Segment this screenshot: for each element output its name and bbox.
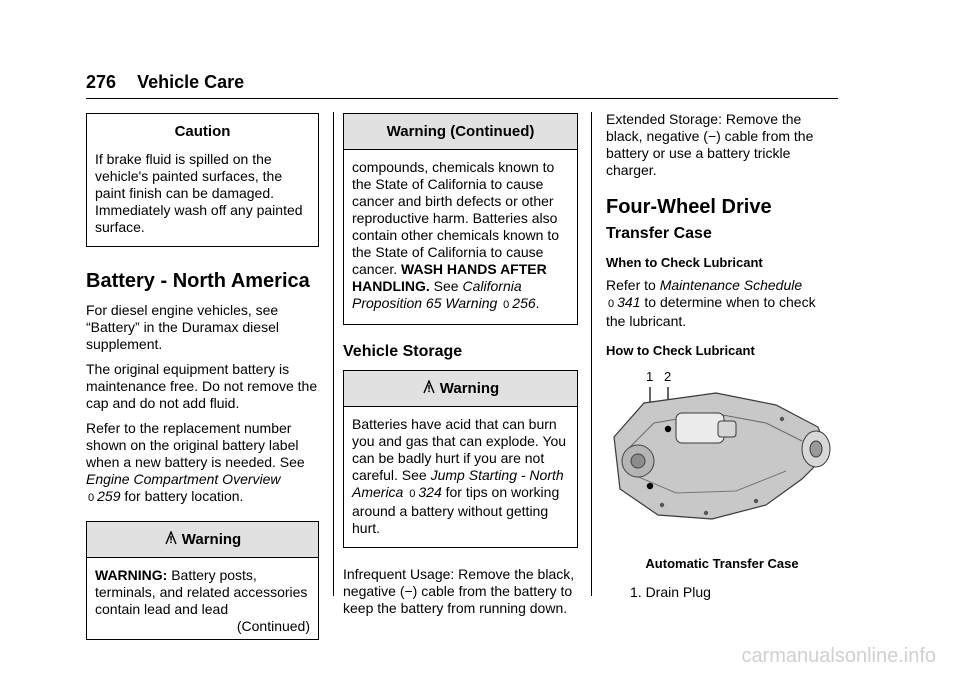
page-ref-icon: 0 — [88, 492, 95, 504]
page-ref[interactable]: 324 — [418, 484, 442, 500]
warning-icon — [164, 531, 178, 545]
list-item-drain-plug: 1. Drain Plug — [630, 584, 711, 600]
page-header — [86, 72, 244, 93]
how-to-check-heading: How to Check Lubricant — [606, 343, 755, 358]
when-to-check-heading: When to Check Lubricant — [606, 255, 763, 270]
header-rule — [86, 98, 838, 99]
vehicle-storage-heading: Vehicle Storage — [343, 343, 463, 360]
page-ref[interactable]: 259 — [97, 488, 121, 504]
warning-icon — [422, 380, 436, 394]
page-ref-icon: 0 — [608, 298, 615, 310]
transfer-case-illustration — [606, 365, 838, 545]
battery-paragraph-1: For diesel engine vehicles, see “Battery” in the Duramax diesel supplement. — [86, 302, 279, 352]
warning-header — [87, 522, 318, 558]
column-1 — [86, 113, 319, 640]
page-ref-icon: 0 — [409, 488, 416, 500]
callout-2: 2 — [664, 369, 672, 384]
prop65-link[interactable]: California Proposition 65 Warning — [352, 278, 522, 311]
column-3 — [606, 111, 838, 609]
page-number: 276 — [86, 72, 117, 92]
warning-continued-text: compounds, chemicals known to the State of California to cause cancer and birth defects or other reproductive harm. Batteries also contain other chemicals known to the State of California to cause cancer. WASH HANDS AFTER HANDLING. See California Proposition 65 Warning 0 256. — [352, 159, 559, 311]
page-ref[interactable]: 341 — [617, 294, 641, 310]
column-divider — [333, 112, 334, 596]
storage-warning-text: Batteries have acid that can burn you and gas that can explode. You can be badly hurt if you are not careful. See Jump Starting - North America 0 324 for tips on working around a battery without getting hurt. — [352, 416, 567, 536]
battery-paragraph-2: The original equipment battery is maintenance free. Do not remove the cap and do not add fluid. — [86, 361, 318, 411]
jump-starting-link[interactable]: Jump Starting - North America — [352, 467, 564, 500]
warning-text: WARNING: Battery posts, terminals, and related accessories contain lead and lead — [95, 567, 308, 617]
column-divider — [591, 112, 592, 596]
warning-title: Warning — [181, 531, 242, 548]
storage-warning-box — [343, 370, 578, 548]
maintenance-schedule-link[interactable]: Maintenance Schedule — [659, 277, 803, 293]
column-2 — [343, 113, 578, 625]
battery-paragraph-3: Refer to the replacement number shown on the original battery label when a new battery is needed. See Engine Compartment Overview 0 259 for battery location. — [86, 420, 305, 504]
warning-box — [86, 521, 319, 640]
refer-paragraph: Refer to Maintenance Schedule 0 341 to determine when to check the lubricant. — [606, 277, 816, 329]
four-wheel-drive-heading: Four-Wheel Drive — [606, 196, 772, 218]
caution-text: If brake fluid is spilled on the vehicle's painted surfaces, the paint finish can be damaged. Immediately wash off any painted surface. — [95, 151, 303, 235]
storage-warning-header — [344, 371, 577, 407]
figure-caption: Automatic Transfer Case — [645, 556, 799, 571]
caution-title: Caution — [174, 123, 231, 140]
engine-compartment-link[interactable]: Engine Compartment Overview — [86, 471, 281, 487]
section-title: Vehicle Care — [137, 72, 245, 92]
page-ref-icon: 0 — [503, 299, 510, 311]
page-ref[interactable]: 256 — [512, 295, 536, 311]
warning-continued-box — [343, 113, 578, 325]
storage-warning-title: Warning — [439, 380, 500, 397]
caution-box — [86, 113, 319, 247]
warning-continued-title: Warning (Continued) — [344, 114, 577, 150]
extended-storage-text: Extended Storage: Remove the black, negative (−) cable from the battery or use a battery trickle charger. — [606, 111, 814, 178]
callout-1: 1 — [646, 369, 654, 384]
infrequent-usage-text: Infrequent Usage: Remove the black, negative (−) cable from the battery to keep the battery from running down. — [343, 566, 575, 616]
battery-heading: Battery - North America — [86, 270, 310, 292]
continued-label: (Continued) — [236, 618, 310, 634]
watermark: carmanualsonline.info — [741, 645, 936, 667]
transfer-case-heading: Transfer Case — [606, 225, 712, 242]
